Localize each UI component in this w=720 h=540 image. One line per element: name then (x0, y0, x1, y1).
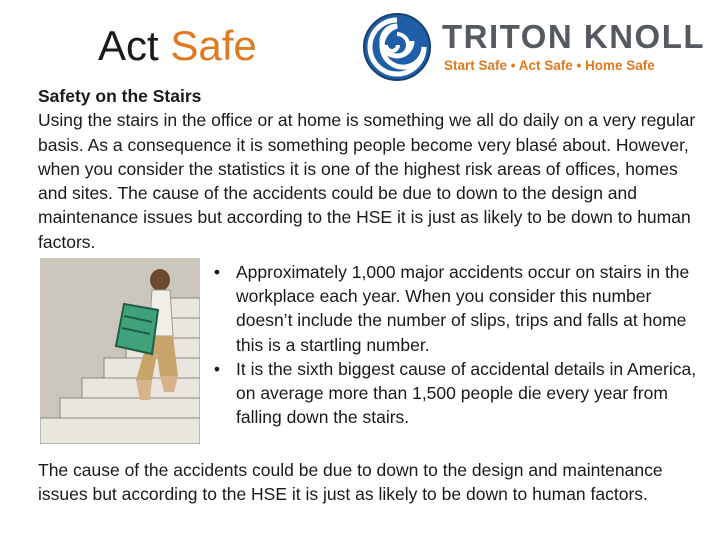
logo-tagline: Start Safe • Act Safe • Home Safe (444, 58, 655, 73)
title-prefix: Act (98, 22, 159, 69)
triton-knoll-logo (362, 10, 706, 82)
logo-brand-text: TRITON KNOLL (442, 18, 706, 55)
bullet-text: It is the sixth biggest cause of accidental details in America, on average more than 1,500 people die every year from falling down the stairs. (236, 358, 697, 428)
closing-paragraph: The cause of the accidents could be due to down to the design and maintenance issues but according to the HSE it is just as likely to be down to human factors. (38, 460, 663, 505)
section-heading: Safety on the Stairs (38, 86, 202, 106)
list-item (208, 260, 698, 357)
stairs-person-illustration (40, 258, 200, 444)
title-accent: Safe (170, 22, 257, 69)
intro-section (38, 84, 708, 254)
bullet-text: Approximately 1,000 major accidents occur on stairs in the workplace each year. When you consider this number doesn’t include the number of slips, trips and falls at home this is a startling number. (236, 262, 690, 355)
swirl-logo-icon (362, 12, 432, 82)
intro-paragraph: Using the stairs in the office or at home is something we all do daily on a very regular basis. As a consequence it is something people become very blasé about. However, when you consider the statistics it is one of the highest risk areas of offices, homes and sites. The cause of the accidents could be due to down to the design and maintenance issues but according to the HSE it is just as likely to be down to human factors. (38, 110, 696, 252)
list-item (208, 357, 698, 430)
bullet-symbol: • (213, 358, 221, 379)
bullet-symbol: • (213, 262, 221, 282)
statistics-list (208, 260, 698, 429)
page-title (98, 20, 257, 72)
